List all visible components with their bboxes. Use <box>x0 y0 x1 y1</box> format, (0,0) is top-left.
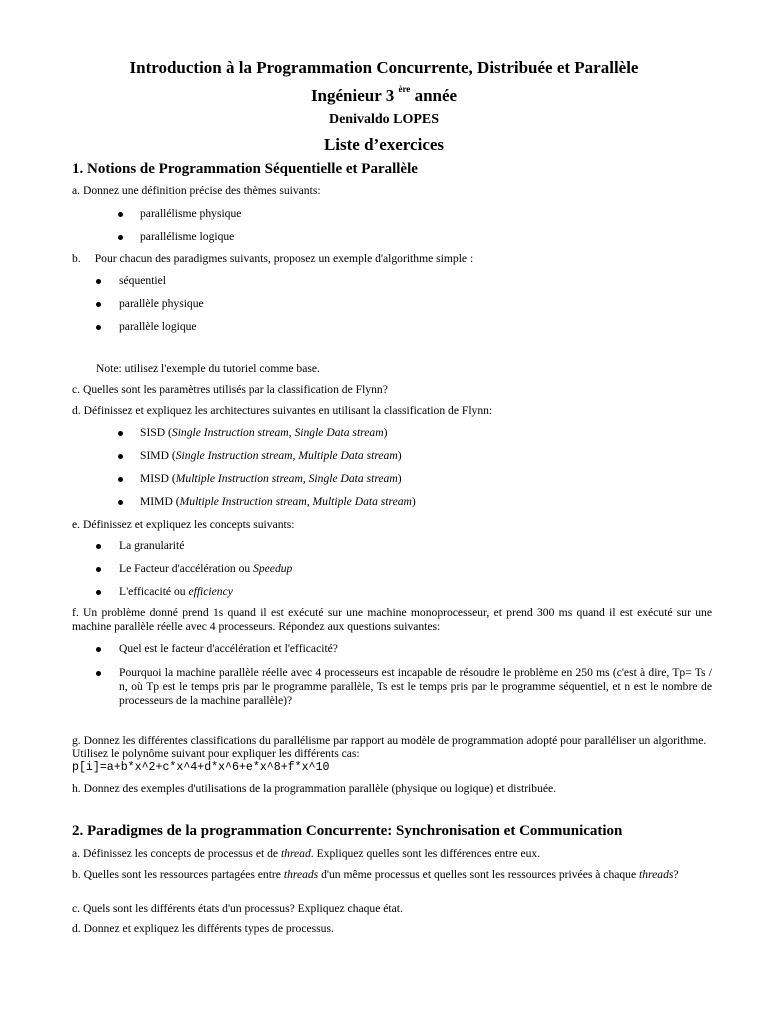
bullet-icon <box>118 235 123 240</box>
polynomial-code: p[i]=a+b*x^2+c*x^4+d*x^6+e*x^8+f*x^10 <box>72 761 330 774</box>
list-item: parallélisme physique <box>118 207 241 220</box>
bullet-icon <box>96 325 101 330</box>
list-item: SIMD (Single Instruction stream, Multiple Data stream) <box>118 449 402 462</box>
q1e-text: e. Définissez et expliquez les concepts suivants: <box>72 518 295 531</box>
year-prefix: Ingénieur 3 <box>310 86 395 105</box>
bullet-icon <box>96 567 101 572</box>
author-name: Denivaldo LOPES <box>328 112 440 127</box>
bullet-icon <box>118 500 123 505</box>
bullet-icon <box>96 647 101 652</box>
list-item: L'efficacité ou efficiency <box>96 585 233 598</box>
year-title <box>0 86 768 106</box>
year-suffix: année <box>410 86 458 105</box>
list-item: MIMD (Multiple Instruction stream, Multiple Data stream) <box>118 495 416 508</box>
section1-heading: 1. Notions de Programmation Séquentielle et Parallèle <box>72 161 418 177</box>
list-title: Liste d’exercices <box>323 135 445 154</box>
bullet-icon <box>118 477 123 482</box>
list-item: La granularité <box>96 539 184 552</box>
list-item: MISD (Multiple Instruction stream, Single Data stream) <box>118 472 402 485</box>
q2a-text: a. Définissez les concepts de processus et de thread. Expliquez quelles sont les différences entre eux. <box>72 847 541 860</box>
list-item: parallélisme logique <box>118 230 234 243</box>
list-item: parallèle logique <box>96 320 197 333</box>
section2-heading: 2. Paradigmes de la programmation Concurrente: Synchronisation et Communication <box>72 823 623 839</box>
q1d-text: d. Définissez et expliquez les architectures suivantes en utilisant la classification de Flynn: <box>72 404 493 417</box>
bullet-icon <box>96 302 101 307</box>
list-item: séquentiel <box>96 274 166 287</box>
q1f-text: f. Un problème donné prend 1s quand il est exécuté sur une machine monoprocesseur, et prend 300 ms quand il est exécuté sur une machine parallèle réelle avec 4 processeurs. Répondez aux questions suivantes: <box>72 606 712 633</box>
q2c-text: c. Quels sont les différents états d'un processus? Expliquez chaque état. <box>72 902 403 915</box>
q1b-text: b. Pour chacun des paradigmes suivants, proposez un exemple d'algorithme simple : <box>72 252 474 265</box>
q1a-text: a. Donnez une définition précise des thèmes suivants: <box>72 184 321 197</box>
bullet-icon <box>118 431 123 436</box>
list-item: Le Facteur d'accélération ou Speedup <box>96 562 292 575</box>
bullet-icon <box>96 279 101 284</box>
q2d-text: d. Donnez et expliquez les différents types de processus. <box>72 922 334 935</box>
course-title: Introduction à la Programmation Concurrente, Distribuée et Parallèle <box>129 58 639 77</box>
list-item: Quel est le facteur d'accélération et l'efficacité? <box>96 642 338 655</box>
bullet-icon <box>96 671 101 676</box>
q1h-text: h. Donnez des exemples d'utilisations de la programmation parallèle (physique ou logique) et distribuée. <box>72 782 557 795</box>
bullet-icon <box>96 544 101 549</box>
year-superscript: ère <box>398 84 411 95</box>
q1c-text: c. Quelles sont les paramètres utilisés par la classification de Flynn? <box>72 383 388 396</box>
q1b-note: Note: utilisez l'exemple du tutoriel comme base. <box>96 362 320 375</box>
list-item: SISD (Single Instruction stream, Single Data stream) <box>118 426 387 439</box>
list-item: Pourquoi la machine parallèle réelle avec 4 processeurs est incapable de résoudre le problème en 250 ms (c'est à dire, Tp= Ts / n, où Tp est le temps pris par le programme parallèle, Ts est le temps pris par le programme séquentiel, et n est le nombre de processeurs de la machine parallèle)? <box>96 666 712 708</box>
q1g-text: g. Donnez les différentes classifications du parallélisme par rapport au modèle de programmation adopté pour paralléliser un algorithme. Utilisez le polynôme suivant pour expliquer les différents cas: <box>72 734 707 760</box>
bullet-icon <box>118 212 123 217</box>
list-item: parallèle physique <box>96 297 204 310</box>
bullet-icon <box>96 590 101 595</box>
q2b-text: b. Quelles sont les ressources partagées entre threads d'un même processus et quelles sont les ressources privées à chaque threads? <box>72 868 679 881</box>
bullet-icon <box>118 454 123 459</box>
